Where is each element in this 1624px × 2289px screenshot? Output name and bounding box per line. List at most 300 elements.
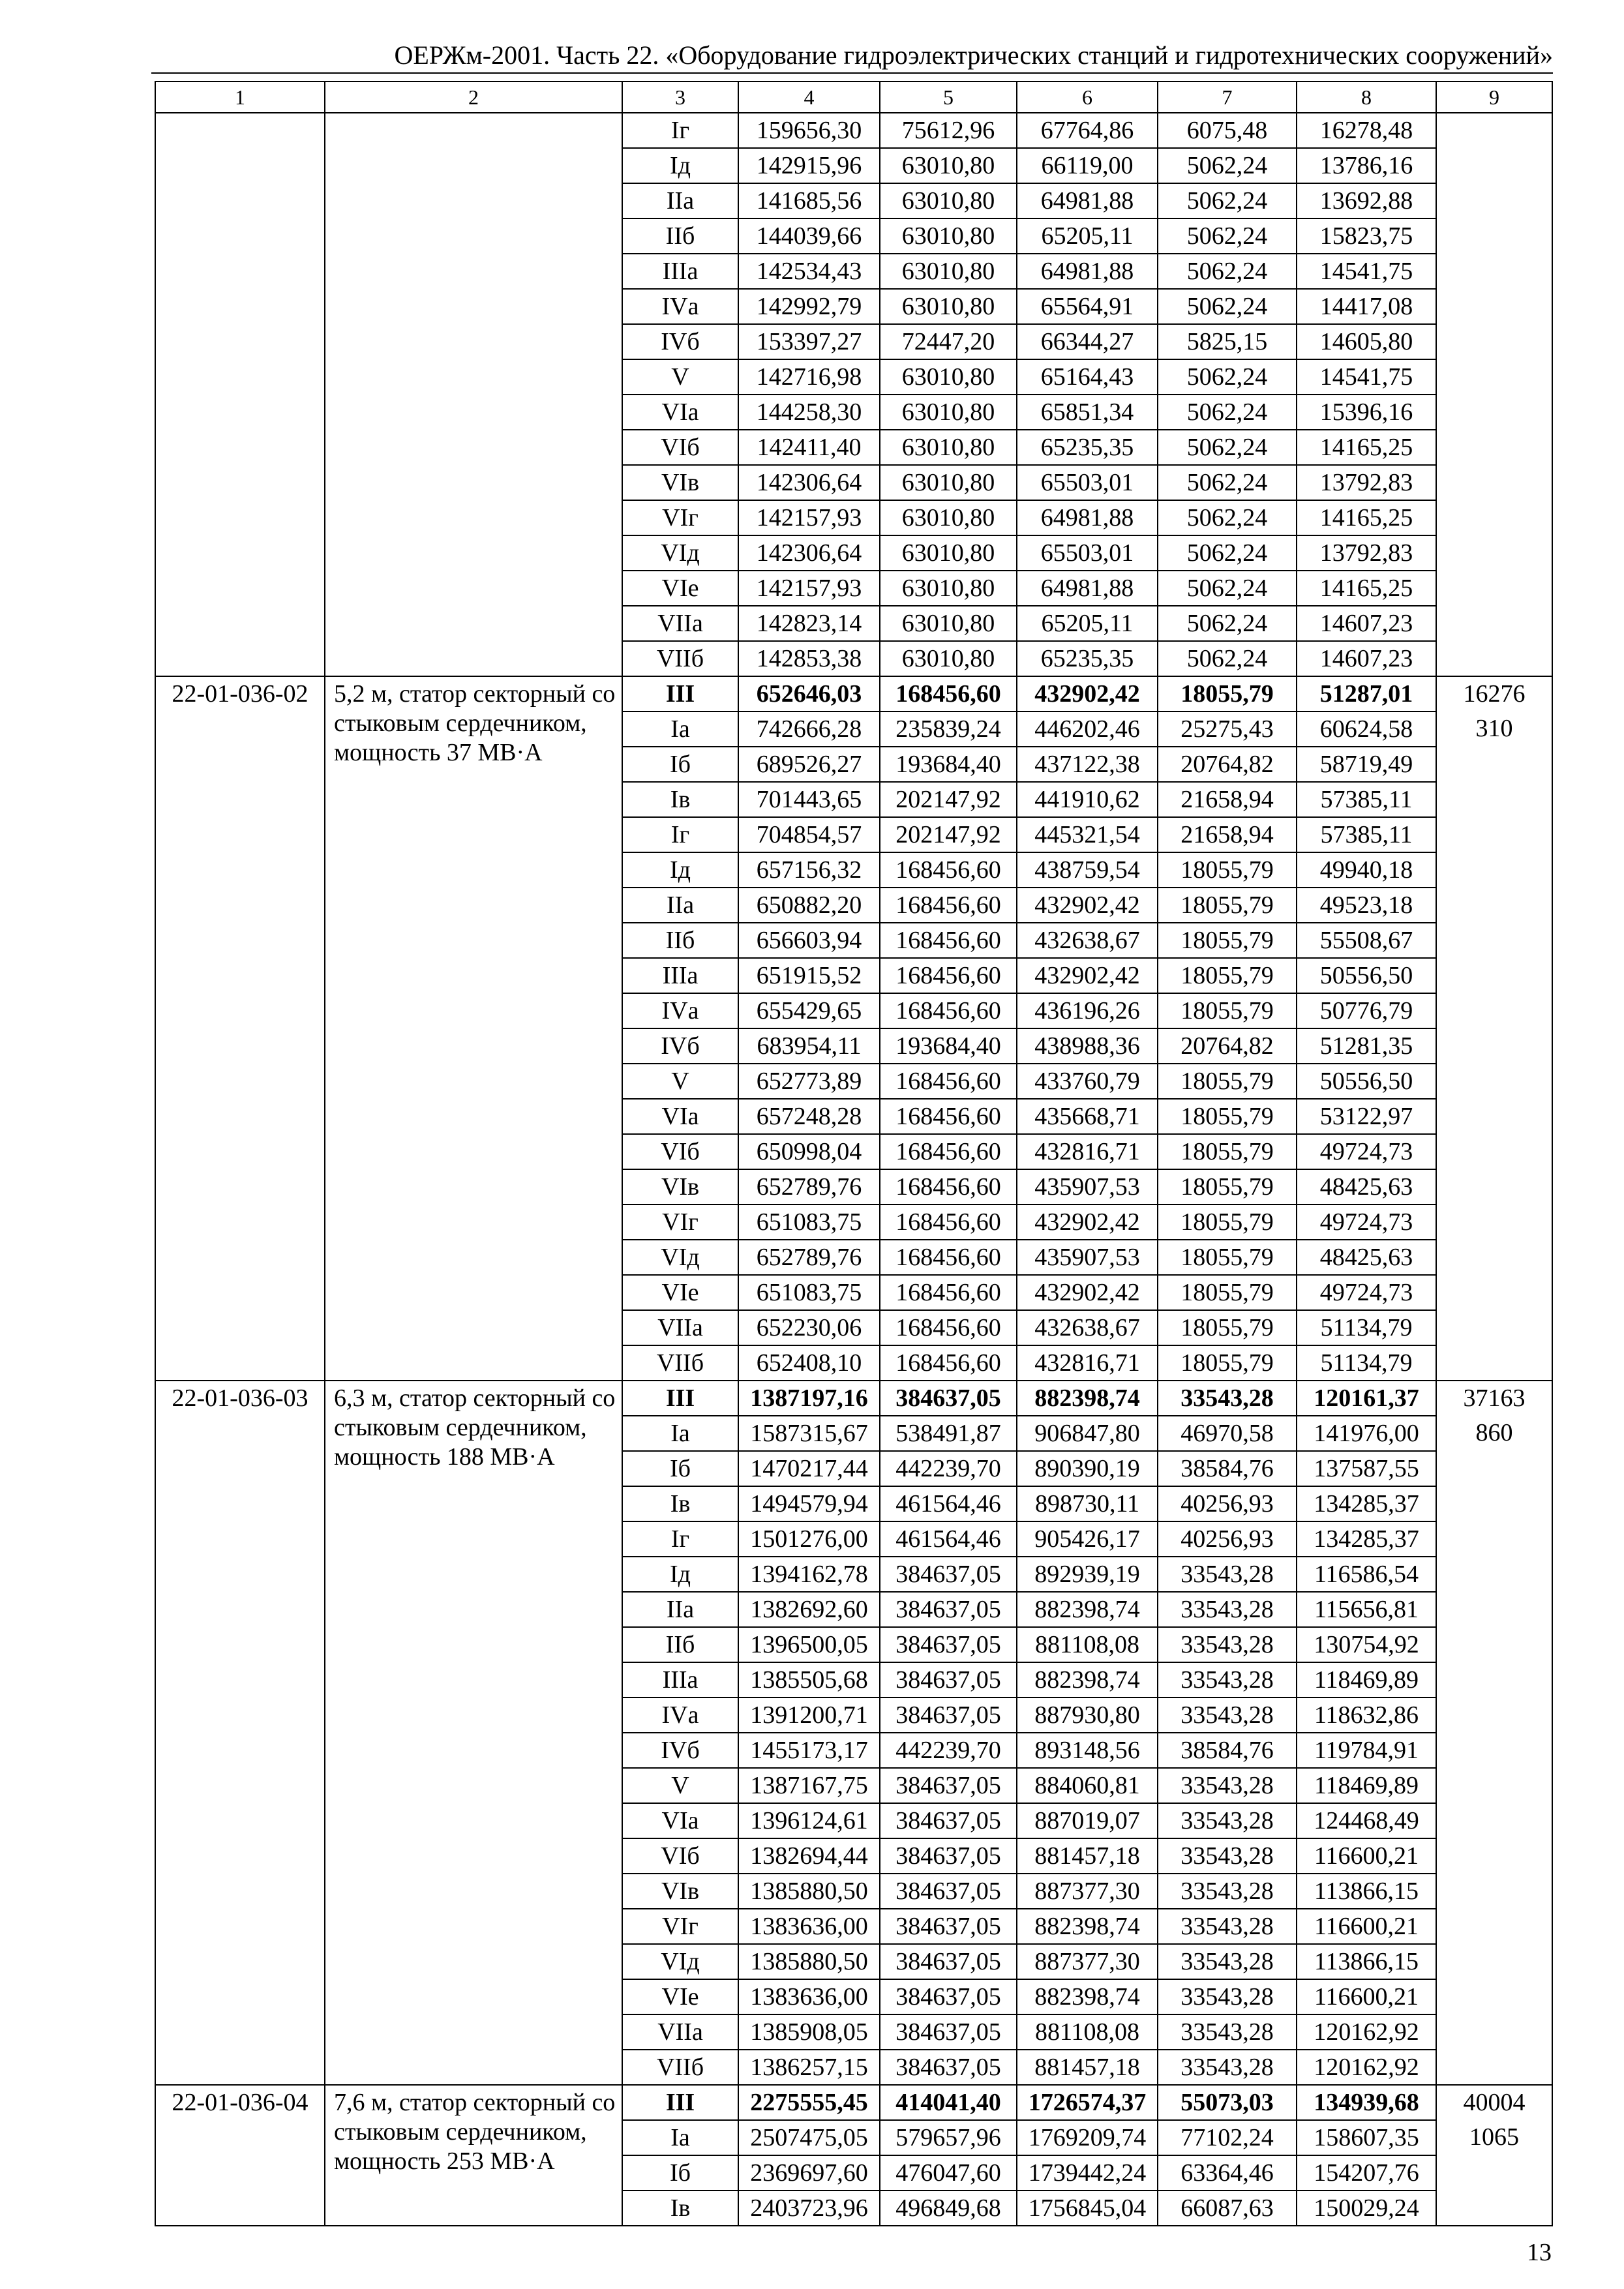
value-cell: 168456,60	[880, 1204, 1017, 1240]
description-line: стыковым сердечником,	[334, 710, 587, 737]
value-cell: 40256,93	[1158, 1486, 1297, 1521]
value-cell: 1394162,78	[738, 1557, 880, 1592]
value-cell: 881108,08	[1017, 2014, 1158, 2050]
value-cell: 134939,68	[1297, 2085, 1436, 2120]
value-cell: 1726574,37	[1017, 2085, 1158, 2120]
column-9-value: 37163	[1463, 1384, 1526, 1412]
value-cell: 116600,21	[1297, 1909, 1436, 1944]
value-cell: 33543,28	[1158, 1979, 1297, 2014]
value-cell: 1455173,17	[738, 1733, 880, 1768]
column-9-value: 310	[1475, 715, 1513, 742]
value-cell: 14605,80	[1297, 324, 1436, 359]
value-cell: 881457,18	[1017, 2050, 1158, 2085]
zone-cell: IIб	[622, 923, 738, 958]
value-cell: 65235,35	[1017, 641, 1158, 676]
code-cell: 22-01-036-03	[155, 1381, 325, 2085]
value-cell: 193684,40	[880, 1028, 1017, 1064]
value-cell: 58719,49	[1297, 747, 1436, 782]
value-cell: 154207,76	[1297, 2155, 1436, 2191]
value-cell: 13786,16	[1297, 148, 1436, 183]
value-cell: 55073,03	[1158, 2085, 1297, 2120]
value-cell: 33543,28	[1158, 1838, 1297, 1874]
zone-cell: Iв	[622, 782, 738, 817]
value-cell: 438759,54	[1017, 852, 1158, 888]
value-cell: 48425,63	[1297, 1169, 1436, 1204]
value-cell: 168456,60	[880, 1275, 1017, 1310]
value-cell: 113866,15	[1297, 1874, 1436, 1909]
value-cell: 46970,58	[1158, 1416, 1297, 1451]
zone-cell: VIв	[622, 1169, 738, 1204]
value-cell: 432902,42	[1017, 1275, 1158, 1310]
value-cell: 13792,83	[1297, 535, 1436, 571]
page-header-title: ОЕРЖм-2001. Часть 22. «Оборудование гидроэлектрических станций и гидротехнических сооружений»	[151, 39, 1553, 74]
value-cell: 20764,82	[1158, 1028, 1297, 1064]
value-cell: 432638,67	[1017, 1310, 1158, 1345]
value-cell: 159656,30	[738, 113, 880, 148]
value-cell: 63010,80	[880, 359, 1017, 395]
value-cell: 168456,60	[880, 676, 1017, 711]
zone-cell: IIб	[622, 1627, 738, 1662]
value-cell: 435907,53	[1017, 1240, 1158, 1275]
value-cell: 158607,35	[1297, 2120, 1436, 2155]
value-cell: 38584,76	[1158, 1733, 1297, 1768]
description-line: 6,3 м, статор секторный со	[334, 1384, 616, 1412]
value-cell: 50776,79	[1297, 993, 1436, 1028]
value-cell: 14417,08	[1297, 289, 1436, 324]
value-cell: 65503,01	[1017, 535, 1158, 571]
column-9-value: 1065	[1469, 2123, 1519, 2151]
value-cell: 384637,05	[880, 1944, 1017, 1979]
value-cell: 579657,96	[880, 2120, 1017, 2155]
value-cell: 1387197,16	[738, 1381, 880, 1416]
value-cell: 235839,24	[880, 711, 1017, 747]
value-cell: 18055,79	[1158, 958, 1297, 993]
zone-cell: IVа	[622, 993, 738, 1028]
value-cell: 2275555,45	[738, 2085, 880, 2120]
zone-cell: IIа	[622, 183, 738, 218]
value-cell: 168456,60	[880, 1064, 1017, 1099]
value-cell: 13692,88	[1297, 183, 1436, 218]
zone-cell: VIд	[622, 535, 738, 571]
value-cell: 656603,94	[738, 923, 880, 958]
value-cell: 13792,83	[1297, 465, 1436, 500]
value-cell: 65564,91	[1017, 289, 1158, 324]
value-cell: 1382694,44	[738, 1838, 880, 1874]
value-cell: 50556,50	[1297, 1064, 1436, 1099]
description-line: мощность 253 МВ·А	[334, 2147, 555, 2175]
table-header	[155, 82, 1552, 113]
value-cell: 142915,96	[738, 148, 880, 183]
value-cell: 882398,74	[1017, 1381, 1158, 1416]
value-cell: 652789,76	[738, 1169, 880, 1204]
value-cell: 168456,60	[880, 958, 1017, 993]
value-cell: 442239,70	[880, 1733, 1017, 1768]
zone-cell: V	[622, 359, 738, 395]
value-cell: 142157,93	[738, 571, 880, 606]
value-cell: 384637,05	[880, 2050, 1017, 2085]
value-cell: 120161,37	[1297, 1381, 1436, 1416]
value-cell: 63010,80	[880, 148, 1017, 183]
value-cell: 168456,60	[880, 1240, 1017, 1275]
value-cell: 5062,24	[1158, 218, 1297, 254]
value-cell: 1385880,50	[738, 1944, 880, 1979]
value-cell: 60624,58	[1297, 711, 1436, 747]
value-cell: 51281,35	[1297, 1028, 1436, 1064]
zone-cell: IIIа	[622, 1662, 738, 1698]
value-cell: 18055,79	[1158, 852, 1297, 888]
column-number: 7	[1158, 82, 1297, 113]
value-cell: 141685,56	[738, 183, 880, 218]
value-cell: 882398,74	[1017, 1909, 1158, 1944]
value-cell: 66119,00	[1017, 148, 1158, 183]
value-cell: 887930,80	[1017, 1698, 1158, 1733]
value-cell: 65235,35	[1017, 430, 1158, 465]
value-cell: 64981,88	[1017, 571, 1158, 606]
zone-cell: VIа	[622, 1803, 738, 1838]
value-cell: 142534,43	[738, 254, 880, 289]
zone-cell: Iб	[622, 2155, 738, 2191]
value-cell: 704854,57	[738, 817, 880, 852]
value-cell: 18055,79	[1158, 888, 1297, 923]
column-9-value: 16276	[1463, 680, 1526, 708]
value-cell: 72447,20	[880, 324, 1017, 359]
value-cell: 134285,37	[1297, 1486, 1436, 1521]
value-cell: 119784,91	[1297, 1733, 1436, 1768]
value-cell: 652646,03	[738, 676, 880, 711]
value-cell: 884060,81	[1017, 1768, 1158, 1803]
value-cell: 384637,05	[880, 1381, 1017, 1416]
value-cell: 432902,42	[1017, 888, 1158, 923]
zone-cell: Iг	[622, 1521, 738, 1557]
value-cell: 67764,86	[1017, 113, 1158, 148]
zone-cell: Iв	[622, 2191, 738, 2226]
zone-cell: VIб	[622, 1838, 738, 1874]
value-cell: 49724,73	[1297, 1204, 1436, 1240]
value-cell: 384637,05	[880, 1803, 1017, 1838]
value-cell: 438988,36	[1017, 1028, 1158, 1064]
value-cell: 66087,63	[1158, 2191, 1297, 2226]
value-cell: 893148,56	[1017, 1733, 1158, 1768]
value-cell: 701443,65	[738, 782, 880, 817]
value-cell: 6075,48	[1158, 113, 1297, 148]
value-cell: 652773,89	[738, 1064, 880, 1099]
value-cell: 33543,28	[1158, 1381, 1297, 1416]
value-cell: 384637,05	[880, 1979, 1017, 2014]
value-cell: 118469,89	[1297, 1662, 1436, 1698]
value-cell: 432902,42	[1017, 676, 1158, 711]
value-cell: 33543,28	[1158, 1874, 1297, 1909]
zone-cell: Iг	[622, 113, 738, 148]
zone-cell: VIа	[622, 1099, 738, 1134]
value-cell: 384637,05	[880, 1838, 1017, 1874]
column-number: 5	[880, 82, 1017, 113]
value-cell: 77102,24	[1158, 2120, 1297, 2155]
value-cell: 441910,62	[1017, 782, 1158, 817]
code-cell	[155, 113, 325, 676]
value-cell: 433760,79	[1017, 1064, 1158, 1099]
value-cell: 905426,17	[1017, 1521, 1158, 1557]
zone-cell: IIа	[622, 888, 738, 923]
value-cell: 150029,24	[1297, 2191, 1436, 2226]
value-cell: 5062,24	[1158, 254, 1297, 289]
value-cell: 202147,92	[880, 782, 1017, 817]
value-cell: 384637,05	[880, 1909, 1017, 1944]
value-cell: 33543,28	[1158, 1592, 1297, 1627]
value-cell: 142157,93	[738, 500, 880, 535]
value-cell: 445321,54	[1017, 817, 1158, 852]
column-number: 2	[325, 82, 622, 113]
value-cell: 1396124,61	[738, 1803, 880, 1838]
zone-cell: III	[622, 2085, 738, 2120]
value-cell: 116586,54	[1297, 1557, 1436, 1592]
value-cell: 38584,76	[1158, 1451, 1297, 1486]
table-row	[155, 676, 1552, 711]
value-cell: 384637,05	[880, 1662, 1017, 1698]
column-9-cell	[1436, 1381, 1552, 2085]
zone-cell: VIе	[622, 1979, 738, 2014]
value-cell: 124468,49	[1297, 1803, 1436, 1838]
zone-cell: Iб	[622, 1451, 738, 1486]
value-cell: 168456,60	[880, 1310, 1017, 1345]
value-cell: 1494579,94	[738, 1486, 880, 1521]
value-cell: 63010,80	[880, 500, 1017, 535]
value-cell: 18055,79	[1158, 1169, 1297, 1204]
value-cell: 65205,11	[1017, 606, 1158, 641]
value-cell: 461564,46	[880, 1521, 1017, 1557]
column-number: 3	[622, 82, 738, 113]
page-number: 13	[1527, 2239, 1552, 2266]
zone-cell: III	[622, 1381, 738, 1416]
value-cell: 742666,28	[738, 711, 880, 747]
value-cell: 57385,11	[1297, 817, 1436, 852]
value-cell: 1383636,00	[738, 1909, 880, 1944]
column-number: 8	[1297, 82, 1436, 113]
description-line: мощность 37 МВ·А	[334, 739, 543, 766]
value-cell: 14607,23	[1297, 606, 1436, 641]
value-cell: 446202,46	[1017, 711, 1158, 747]
zone-cell: IVа	[622, 289, 738, 324]
value-cell: 142306,64	[738, 465, 880, 500]
value-cell: 25275,43	[1158, 711, 1297, 747]
value-cell: 168456,60	[880, 1134, 1017, 1169]
value-cell: 168456,60	[880, 1169, 1017, 1204]
value-cell: 14541,75	[1297, 359, 1436, 395]
value-cell: 14607,23	[1297, 641, 1436, 676]
zone-cell: VIа	[622, 395, 738, 430]
value-cell: 432638,67	[1017, 923, 1158, 958]
value-cell: 882398,74	[1017, 1592, 1158, 1627]
value-cell: 18055,79	[1158, 676, 1297, 711]
value-cell: 75612,96	[880, 113, 1017, 148]
value-cell: 384637,05	[880, 1768, 1017, 1803]
value-cell: 384637,05	[880, 1874, 1017, 1909]
value-cell: 18055,79	[1158, 1275, 1297, 1310]
value-cell: 496849,68	[880, 2191, 1017, 2226]
value-cell: 116600,21	[1297, 1838, 1436, 1874]
value-cell: 432902,42	[1017, 1204, 1158, 1240]
value-cell: 651083,75	[738, 1275, 880, 1310]
value-cell: 655429,65	[738, 993, 880, 1028]
value-cell: 51287,01	[1297, 676, 1436, 711]
value-cell: 18055,79	[1158, 1310, 1297, 1345]
value-cell: 442239,70	[880, 1451, 1017, 1486]
value-cell: 384637,05	[880, 1698, 1017, 1733]
value-cell: 65205,11	[1017, 218, 1158, 254]
zone-cell: IIIа	[622, 958, 738, 993]
value-cell: 1587315,67	[738, 1416, 880, 1451]
value-cell: 115656,81	[1297, 1592, 1436, 1627]
value-cell: 5062,24	[1158, 289, 1297, 324]
zone-cell: Iа	[622, 2120, 738, 2155]
value-cell: 652230,06	[738, 1310, 880, 1345]
value-cell: 5062,24	[1158, 571, 1297, 606]
value-cell: 168456,60	[880, 993, 1017, 1028]
value-cell: 18055,79	[1158, 1204, 1297, 1240]
value-cell: 51134,79	[1297, 1310, 1436, 1345]
value-cell: 142306,64	[738, 535, 880, 571]
value-cell: 202147,92	[880, 817, 1017, 852]
value-cell: 120162,92	[1297, 2050, 1436, 2085]
value-cell: 384637,05	[880, 1592, 1017, 1627]
code-cell: 22-01-036-04	[155, 2085, 325, 2226]
zone-cell: IVа	[622, 1698, 738, 1733]
value-cell: 2369697,60	[738, 2155, 880, 2191]
value-cell: 21658,94	[1158, 782, 1297, 817]
value-cell: 1382692,60	[738, 1592, 880, 1627]
column-9-cell	[1436, 2085, 1552, 2226]
zone-cell: Iд	[622, 148, 738, 183]
zone-cell: VIе	[622, 1275, 738, 1310]
value-cell: 33543,28	[1158, 1944, 1297, 1979]
zone-cell: Iа	[622, 711, 738, 747]
value-cell: 57385,11	[1297, 782, 1436, 817]
value-cell: 18055,79	[1158, 993, 1297, 1028]
value-cell: 66344,27	[1017, 324, 1158, 359]
description-line: 7,6 м, статор секторный со	[334, 2089, 616, 2116]
value-cell: 881457,18	[1017, 1838, 1158, 1874]
zone-cell: VIIа	[622, 606, 738, 641]
column-number: 1	[155, 82, 325, 113]
column-9-value: 860	[1475, 1419, 1513, 1446]
zone-cell: VIд	[622, 1944, 738, 1979]
value-cell: 16278,48	[1297, 113, 1436, 148]
value-cell: 63010,80	[880, 606, 1017, 641]
zone-cell: VIв	[622, 465, 738, 500]
value-cell: 461564,46	[880, 1486, 1017, 1521]
value-cell: 652789,76	[738, 1240, 880, 1275]
value-cell: 1391200,71	[738, 1698, 880, 1733]
value-cell: 538491,87	[880, 1416, 1017, 1451]
value-cell: 15396,16	[1297, 395, 1436, 430]
value-cell: 652408,10	[738, 1345, 880, 1381]
table-row	[155, 1381, 1552, 1416]
zone-cell: IIIа	[622, 254, 738, 289]
value-cell: 1501276,00	[738, 1521, 880, 1557]
value-cell: 890390,19	[1017, 1451, 1158, 1486]
table-row	[155, 2085, 1552, 2120]
value-cell: 53122,97	[1297, 1099, 1436, 1134]
zone-cell: VIIб	[622, 1345, 738, 1381]
value-cell: 118469,89	[1297, 1768, 1436, 1803]
value-cell: 1385908,05	[738, 2014, 880, 2050]
value-cell: 130754,92	[1297, 1627, 1436, 1662]
zone-cell: V	[622, 1064, 738, 1099]
value-cell: 48425,63	[1297, 1240, 1436, 1275]
column-9-value: 40004	[1463, 2089, 1526, 2116]
value-cell: 141976,00	[1297, 1416, 1436, 1451]
column-number-row	[155, 82, 1552, 113]
value-cell: 21658,94	[1158, 817, 1297, 852]
value-cell: 18055,79	[1158, 1345, 1297, 1381]
value-cell: 432902,42	[1017, 958, 1158, 993]
zone-cell: VIб	[622, 430, 738, 465]
value-cell: 650998,04	[738, 1134, 880, 1169]
value-cell: 63010,80	[880, 289, 1017, 324]
value-cell: 5062,24	[1158, 465, 1297, 500]
value-cell: 384637,05	[880, 2014, 1017, 2050]
value-cell: 49724,73	[1297, 1134, 1436, 1169]
value-cell: 14541,75	[1297, 254, 1436, 289]
value-cell: 1396500,05	[738, 1627, 880, 1662]
column-9-cell	[1436, 113, 1552, 676]
value-cell: 1383636,00	[738, 1979, 880, 2014]
value-cell: 657156,32	[738, 852, 880, 888]
value-cell: 64981,88	[1017, 183, 1158, 218]
zone-cell: Iд	[622, 1557, 738, 1592]
value-cell: 18055,79	[1158, 923, 1297, 958]
value-cell: 33543,28	[1158, 2050, 1297, 2085]
description-line: стыковым сердечником,	[334, 2118, 587, 2146]
zone-cell: Iа	[622, 1416, 738, 1451]
price-table	[155, 81, 1553, 2226]
value-cell: 5062,24	[1158, 641, 1297, 676]
value-cell: 33543,28	[1158, 1698, 1297, 1733]
value-cell: 892939,19	[1017, 1557, 1158, 1592]
table-row	[155, 113, 1552, 148]
value-cell: 432816,71	[1017, 1345, 1158, 1381]
value-cell: 64981,88	[1017, 500, 1158, 535]
zone-cell: Iг	[622, 817, 738, 852]
value-cell: 142823,14	[738, 606, 880, 641]
value-cell: 887019,07	[1017, 1803, 1158, 1838]
zone-cell: VIIб	[622, 2050, 738, 2085]
value-cell: 881108,08	[1017, 1627, 1158, 1662]
value-cell: 142992,79	[738, 289, 880, 324]
value-cell: 432816,71	[1017, 1134, 1158, 1169]
description-cell	[325, 113, 622, 676]
value-cell: 113866,15	[1297, 1944, 1436, 1979]
value-cell: 5062,24	[1158, 430, 1297, 465]
value-cell: 55508,67	[1297, 923, 1436, 958]
zone-cell: Iд	[622, 852, 738, 888]
value-cell: 2507475,05	[738, 2120, 880, 2155]
value-cell: 193684,40	[880, 747, 1017, 782]
value-cell: 5062,24	[1158, 359, 1297, 395]
zone-cell: V	[622, 1768, 738, 1803]
value-cell: 63010,80	[880, 395, 1017, 430]
value-cell: 1387167,75	[738, 1768, 880, 1803]
zone-cell: Iб	[622, 747, 738, 782]
description-line: мощность 188 МВ·А	[334, 1443, 555, 1471]
value-cell: 1386257,15	[738, 2050, 880, 2085]
value-cell: 65164,43	[1017, 359, 1158, 395]
zone-cell: IVб	[622, 1733, 738, 1768]
zone-cell: VIг	[622, 1204, 738, 1240]
description-cell	[325, 1381, 622, 2085]
value-cell: 63010,80	[880, 254, 1017, 289]
zone-cell: VIб	[622, 1134, 738, 1169]
value-cell: 435668,71	[1017, 1099, 1158, 1134]
